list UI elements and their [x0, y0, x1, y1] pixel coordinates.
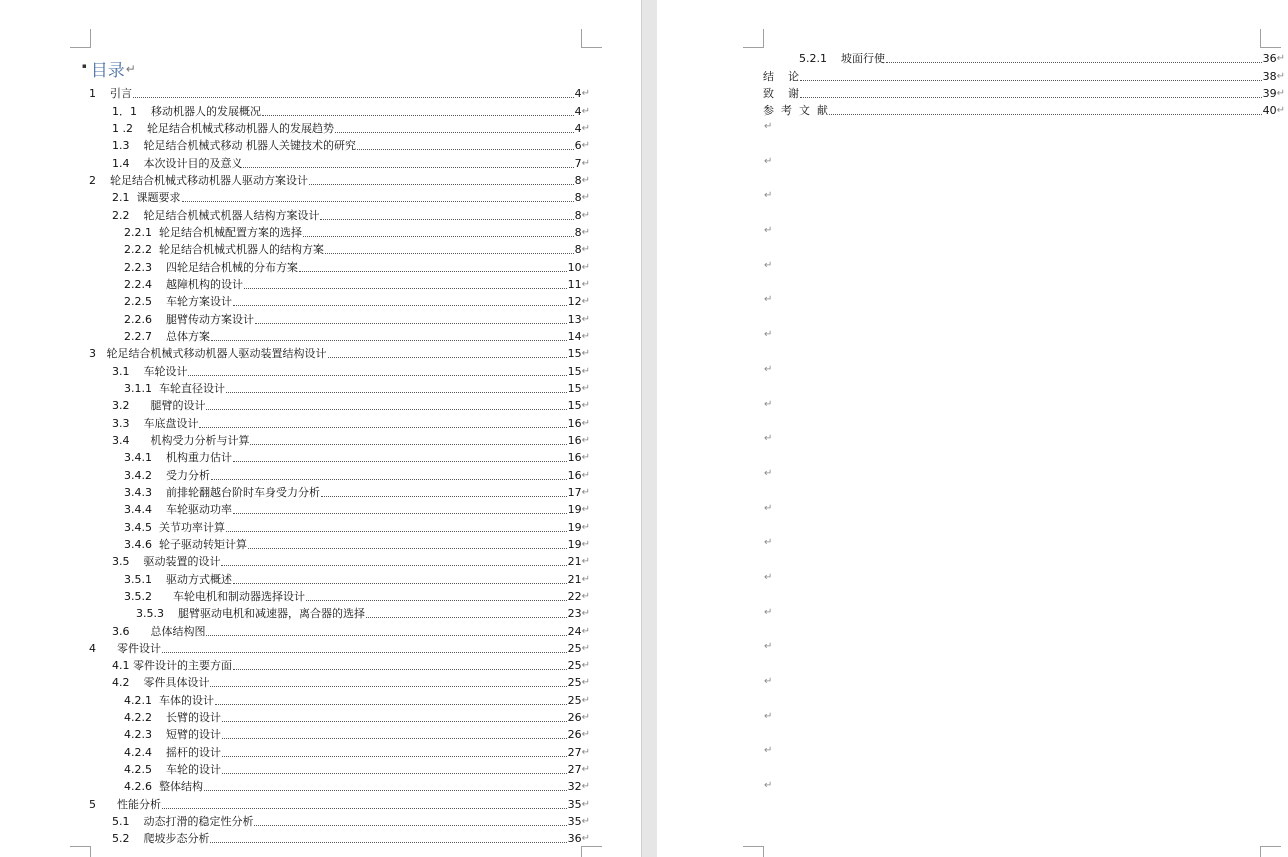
paragraph-mark-icon: ↵	[581, 88, 590, 100]
toc-entry[interactable]	[0, 656, 590, 673]
toc-entry-page-number: 8	[574, 243, 582, 257]
toc-entry-page-number: 8	[574, 225, 582, 239]
toc-entry-title: 3.3 车底盘设计	[112, 416, 199, 430]
paragraph-mark-icon: ↵	[1276, 105, 1285, 117]
toc-entry[interactable]	[657, 84, 1285, 101]
toc-entry-page-number: 36	[567, 832, 582, 846]
toc-entry-title: 4.2.5 车轮的设计	[124, 763, 221, 777]
toc-entry[interactable]	[0, 500, 590, 517]
toc-entry-title: 5.1 动态打滑的稳定性分析	[112, 815, 254, 829]
toc-entry-page-number: 27	[567, 745, 582, 759]
heading-bullet-icon: ▪	[82, 61, 87, 70]
toc-entry-title: 4.2.4 摇杆的设计	[124, 745, 221, 759]
toc-entry-title: 3.1 车轮设计	[112, 364, 188, 378]
toc-entry[interactable]	[0, 794, 590, 811]
toc-entry-page-number: 4	[574, 121, 582, 135]
toc-entry-page-number: 25	[567, 693, 582, 707]
toc-entry[interactable]	[0, 777, 590, 794]
paragraph-mark-icon: ↵	[581, 608, 590, 620]
toc-entry[interactable]	[0, 413, 590, 430]
paragraph-mark-icon: ↵	[581, 244, 590, 256]
toc-entry[interactable]	[0, 171, 590, 188]
dot-leader	[357, 148, 574, 150]
crop-mark-top-left	[743, 29, 764, 48]
paragraph-mark-icon: ↵	[1276, 87, 1285, 99]
dot-leader	[248, 547, 567, 549]
dot-leader	[211, 478, 567, 480]
toc-entry-page-number: 7	[574, 156, 582, 170]
toc-entry-page-number: 15	[567, 381, 582, 395]
dot-leader	[254, 824, 566, 826]
dot-leader	[222, 755, 567, 757]
toc-entry-title: 3.4.5 关节功率计算	[124, 520, 225, 534]
paragraph-mark-icon: ↵	[581, 140, 590, 152]
toc-entry-page-number: 23	[567, 607, 582, 621]
toc-entry-page-number: 19	[567, 520, 582, 534]
dot-leader	[233, 668, 567, 670]
toc-entry-title: 3.4.4 车轮驱动功率	[124, 503, 232, 517]
paragraph-mark-icon: ↵	[581, 573, 590, 585]
paragraph-mark-icon: ↵	[581, 330, 590, 342]
toc-entry[interactable]	[0, 396, 590, 413]
toc-entry[interactable]	[0, 569, 590, 586]
paragraph-mark-icon: ↵	[581, 122, 590, 134]
toc-entry[interactable]	[657, 66, 1285, 83]
toc-entry-title: 4 零件设计	[89, 641, 161, 655]
toc-entry-title: 3.4.1 机构重力估计	[124, 451, 232, 465]
toc-entry[interactable]	[657, 101, 1285, 118]
toc-entry[interactable]	[0, 240, 590, 257]
dot-leader	[303, 235, 574, 237]
dot-leader	[309, 183, 574, 185]
toc-entry-title: 3.5.2 车轮电机和制动器选择设计	[124, 589, 305, 603]
paragraph-mark-icon: ↵	[581, 833, 590, 845]
toc-entry-title: 结 论	[763, 69, 799, 83]
toc-entry-title: 4.2.1 车体的设计	[124, 693, 214, 707]
paragraph-mark-icon: ↵	[581, 400, 590, 412]
crop-mark-bottom-left	[743, 846, 764, 857]
toc-entry[interactable]	[0, 327, 590, 344]
paragraph-mark-icon: ↵	[764, 676, 773, 687]
dot-leader	[800, 96, 1262, 98]
toc-entry-title: 3.6 总体结构图	[112, 624, 206, 638]
toc-entry-page-number: 26	[567, 711, 582, 725]
dot-leader	[215, 703, 567, 705]
toc-list-left	[0, 84, 641, 846]
toc-entry-page-number: 21	[567, 555, 582, 569]
paragraph-mark-icon: ↵	[581, 677, 590, 689]
toc-entry[interactable]	[0, 673, 590, 690]
toc-entry-title: 3.5.3 腿臂驱动电机和减速器，离合器的选择	[136, 607, 365, 621]
dot-leader	[233, 512, 567, 514]
toc-entry-title: 4.2.3 短臂的设计	[124, 728, 221, 742]
toc-entry[interactable]	[0, 344, 590, 361]
dot-leader	[199, 426, 566, 428]
toc-entry-page-number: 19	[567, 537, 582, 551]
toc-entry-page-number: 36	[1262, 52, 1277, 66]
toc-entry[interactable]	[0, 604, 590, 621]
toc-entry-title: 3.4 机构受力分析与计算	[112, 433, 250, 447]
paragraph-mark-icon: ↵	[581, 296, 590, 308]
toc-entry-title: 4.2.6 整体结构	[124, 780, 203, 794]
paragraph-mark-icon: ↵	[581, 105, 590, 117]
toc-entry-page-number: 15	[567, 364, 582, 378]
toc-entry-title: 1 .2 轮足结合机械式移动机器人的发展趋势	[112, 121, 334, 135]
toc-entry-page-number: 32	[567, 780, 582, 794]
paragraph-mark-icon: ↵	[581, 590, 590, 602]
toc-entry-title: 参 考 文 献	[763, 104, 828, 118]
document-page-right[interactable]	[657, 0, 1288, 857]
toc-entry[interactable]	[0, 760, 590, 777]
toc-entry-title: 2.2.5 车轮方案设计	[124, 295, 232, 309]
toc-entry-title: 2.2.3 四轮足结合机械的分布方案	[124, 260, 298, 274]
paragraph-mark-icon: ↵	[581, 434, 590, 446]
toc-entry[interactable]	[0, 483, 590, 500]
paragraph-mark-icon: ↵	[764, 294, 773, 306]
toc-entry-page-number: 8	[574, 208, 582, 222]
dot-leader	[262, 114, 574, 116]
toc-entry-title: 3.1.1 车轮直径设计	[124, 381, 225, 395]
toc-entry-page-number: 16	[567, 468, 582, 482]
toc-entry-title: 3.5.1 驱动方式概述	[124, 572, 232, 586]
dot-leader	[206, 634, 566, 636]
toc-entry-title: 1.4 本次设计目的及意义	[112, 156, 243, 170]
paragraph-mark-icon: ↵	[581, 209, 590, 221]
dot-leader	[206, 408, 566, 410]
toc-entry[interactable]	[0, 639, 590, 656]
toc-entry-page-number: 17	[567, 485, 582, 499]
toc-entry-page-number: 16	[567, 451, 582, 465]
paragraph-mark-icon: ↵	[581, 729, 590, 741]
toc-entry[interactable]	[0, 708, 590, 725]
toc-entry-page-number: 10	[567, 260, 582, 274]
toc-entry-page-number: 26	[567, 728, 582, 742]
toc-entry-page-number: 4	[574, 87, 582, 101]
toc-entry-title: 4.2 零件具体设计	[112, 676, 210, 690]
paragraph-mark-icon: ↵	[764, 537, 773, 549]
paragraph-mark-icon: ↵	[581, 712, 590, 724]
dot-leader	[243, 166, 573, 168]
toc-entry-title: 致 谢	[763, 86, 799, 100]
paragraph-mark-icon: ↵	[581, 313, 590, 325]
dot-leader	[306, 599, 567, 601]
paragraph-mark-icon: ↵	[581, 157, 590, 169]
toc-entry[interactable]	[0, 119, 590, 136]
document-page-left[interactable]	[0, 0, 641, 857]
toc-entry-title: 1 引言	[89, 87, 132, 101]
dot-leader	[233, 582, 567, 584]
paragraph-mark-icon: ↵	[764, 710, 773, 722]
paragraph-mark-icon: ↵	[581, 417, 590, 429]
dot-leader	[133, 96, 574, 98]
paragraph-mark-icon: ↵	[581, 261, 590, 273]
paragraph-mark-icon: ↵	[764, 259, 773, 271]
paragraph-mark-icon: ↵	[581, 816, 590, 828]
paragraph-mark-icon: ↵	[764, 225, 773, 237]
toc-entry-title: 2.2.7 总体方案	[124, 329, 210, 343]
crop-mark-top-right	[581, 29, 602, 48]
dot-leader	[222, 737, 567, 739]
toc-entry[interactable]	[657, 49, 1285, 66]
paragraph-mark-icon: ↵	[581, 278, 590, 290]
toc-entry-page-number: 15	[567, 399, 582, 413]
dot-leader	[211, 339, 567, 341]
dot-leader	[221, 564, 566, 566]
toc-entry-page-number: 39	[1262, 86, 1277, 100]
toc-entry[interactable]	[0, 309, 590, 326]
toc-heading[interactable]	[82, 56, 136, 81]
paragraph-mark-icon: ↵	[581, 504, 590, 516]
toc-entry-title: 4.1 零件设计的主要方面	[112, 659, 232, 673]
dot-leader	[182, 200, 574, 202]
paragraph-mark-icon: ↵	[581, 521, 590, 533]
paragraph-mark-icon: ↵	[581, 625, 590, 637]
empty-paragraphs	[764, 120, 772, 814]
paragraph-mark-icon: ↵	[125, 61, 136, 76]
paragraph-mark-icon: ↵	[1276, 53, 1285, 65]
toc-entry[interactable]	[0, 725, 590, 742]
toc-list-right	[657, 49, 1288, 118]
toc-entry[interactable]	[0, 292, 590, 309]
toc-entry-title: 5.2 爬坡步态分析	[112, 832, 210, 846]
dot-leader	[162, 651, 567, 653]
dot-leader	[210, 685, 566, 687]
toc-entry[interactable]	[0, 431, 590, 448]
dot-leader	[188, 374, 566, 376]
toc-entry-page-number: 6	[574, 139, 582, 153]
dot-leader	[250, 443, 566, 445]
paragraph-mark-icon: ↵	[764, 502, 773, 514]
toc-entry[interactable]	[0, 742, 590, 759]
paragraph-mark-icon: ↵	[581, 365, 590, 377]
dot-leader	[226, 391, 567, 393]
dot-leader	[210, 841, 566, 843]
toc-entry[interactable]	[0, 223, 590, 240]
toc-entry[interactable]	[0, 101, 590, 118]
dot-leader	[321, 495, 567, 497]
toc-entry[interactable]	[0, 535, 590, 552]
paragraph-mark-icon: ↵	[581, 174, 590, 186]
toc-entry[interactable]	[0, 361, 590, 378]
toc-entry-title: 3.5 驱动装置的设计	[112, 555, 221, 569]
dot-leader	[222, 772, 567, 774]
toc-entry[interactable]	[0, 812, 590, 829]
dot-leader	[162, 807, 567, 809]
dot-leader	[320, 218, 573, 220]
paragraph-mark-icon: ↵	[581, 382, 590, 394]
dot-leader	[328, 356, 567, 358]
toc-entry-title: 4.2.2 长臂的设计	[124, 711, 221, 725]
toc-entry-page-number: 13	[567, 312, 582, 326]
paragraph-mark-icon: ↵	[764, 571, 773, 583]
paragraph-mark-icon: ↵	[764, 641, 773, 653]
paragraph-mark-icon: ↵	[764, 190, 773, 202]
toc-entry-title: 1.3 轮足结合机械式移动 机器人关键技术的研究	[112, 139, 356, 153]
toc-entry-page-number: 21	[567, 572, 582, 586]
toc-entry-page-number: 14	[567, 329, 582, 343]
toc-entry-page-number: 25	[567, 641, 582, 655]
paragraph-mark-icon: ↵	[764, 467, 773, 479]
paragraph-mark-icon: ↵	[764, 398, 773, 410]
paragraph-mark-icon: ↵	[581, 781, 590, 793]
toc-entry[interactable]	[0, 188, 590, 205]
paragraph-mark-icon: ↵	[764, 606, 773, 618]
toc-entry-page-number: 8	[574, 191, 582, 205]
toc-entry-page-number: 15	[567, 347, 582, 361]
paragraph-mark-icon: ↵	[581, 642, 590, 654]
toc-entry-title: 2.1 课题要求	[112, 191, 181, 205]
paragraph-mark-icon: ↵	[581, 469, 590, 481]
toc-entry[interactable]	[0, 257, 590, 274]
toc-entry-page-number: 38	[1262, 69, 1277, 83]
toc-entry-page-number: 40	[1262, 104, 1277, 118]
paragraph-mark-icon: ↵	[581, 538, 590, 550]
paragraph-mark-icon: ↵	[581, 746, 590, 758]
toc-entry-title: 3.2 腿臂的设计	[112, 399, 206, 413]
toc-entry-page-number: 35	[567, 815, 582, 829]
toc-entry-page-number: 25	[567, 676, 582, 690]
paragraph-mark-icon: ↵	[764, 121, 773, 132]
toc-entry[interactable]	[0, 275, 590, 292]
page-gutter	[641, 0, 642, 857]
toc-entry-page-number: 25	[567, 659, 582, 673]
dot-leader	[335, 131, 574, 133]
paragraph-mark-icon: ↵	[764, 745, 773, 757]
toc-entry-title: 3.4.2 受力分析	[124, 468, 210, 482]
toc-entry-page-number: 16	[567, 433, 582, 447]
crop-mark-bottom-left	[70, 846, 91, 857]
toc-entry-page-number: 4	[574, 104, 582, 118]
toc-entry-page-number: 22	[567, 589, 582, 603]
dot-leader	[325, 252, 574, 254]
dot-leader	[226, 530, 567, 532]
toc-entry[interactable]	[0, 517, 590, 534]
toc-entry-title: 1．1 移动机器人的发展概况	[112, 104, 261, 118]
crop-mark-bottom-right	[581, 846, 602, 857]
toc-entry[interactable]	[0, 829, 590, 846]
paragraph-mark-icon: ↵	[581, 192, 590, 204]
toc-entry-title: 2.2.6 腿臂传动方案设计	[124, 312, 254, 326]
crop-mark-bottom-right	[1260, 846, 1281, 857]
dot-leader	[829, 113, 1262, 115]
toc-entry-title: 2.2.2 轮足结合机械式机器人的结构方案	[124, 243, 324, 257]
paragraph-mark-icon: ↵	[764, 433, 773, 445]
toc-entry[interactable]	[0, 621, 590, 638]
dot-leader	[244, 287, 567, 289]
paragraph-mark-icon: ↵	[581, 348, 590, 360]
paragraph-mark-icon: ↵	[581, 226, 590, 238]
toc-entry-page-number: 8	[574, 173, 582, 187]
toc-entry[interactable]	[0, 690, 590, 707]
toc-entry-title: 3.4.3 前排轮翻越台阶时车身受力分析	[124, 485, 320, 499]
toc-entry[interactable]	[0, 136, 590, 153]
toc-entry[interactable]	[0, 379, 590, 396]
toc-entry[interactable]	[0, 153, 590, 170]
paragraph-mark-icon: ↵	[764, 780, 773, 792]
toc-entry-title: 3 轮足结合机械式移动机器人驱动装置结构设计	[89, 347, 327, 361]
toc-entry-title: 5.2.1 坡面行使	[799, 52, 885, 66]
dot-leader	[233, 460, 567, 462]
dot-leader	[800, 79, 1262, 81]
paragraph-mark-icon: ↵	[581, 486, 590, 498]
paragraph-mark-icon: ↵	[581, 452, 590, 464]
toc-heading-text: 目录	[90, 61, 125, 81]
paragraph-mark-icon: ↵	[581, 556, 590, 568]
dot-leader	[299, 270, 567, 272]
paragraph-mark-icon: ↵	[581, 694, 590, 706]
toc-entry-title: 2.2.4 越障机构的设计	[124, 277, 243, 291]
paragraph-mark-icon: ↵	[581, 764, 590, 776]
dot-leader	[233, 304, 567, 306]
toc-entry-page-number: 11	[567, 277, 582, 291]
toc-entry-title: 3.4.6 轮子驱动转矩计算	[124, 537, 247, 551]
toc-entry[interactable]	[0, 552, 590, 569]
toc-entry-title: 5 性能分析	[89, 797, 161, 811]
toc-entry[interactable]	[0, 587, 590, 604]
toc-entry-title: 2.2.1 轮足结合机械配置方案的选择	[124, 225, 302, 239]
toc-entry[interactable]	[0, 465, 590, 482]
dot-leader	[222, 720, 567, 722]
crop-mark-top-right	[1260, 29, 1281, 48]
dot-leader	[255, 322, 567, 324]
toc-entry-page-number: 35	[567, 797, 582, 811]
paragraph-mark-icon: ↵	[764, 329, 773, 341]
toc-entry-page-number: 16	[567, 416, 582, 430]
toc-entry-page-number: 27	[567, 763, 582, 777]
paragraph-mark-icon: ↵	[581, 798, 590, 810]
dot-leader	[366, 616, 567, 618]
toc-entry-page-number: 19	[567, 503, 582, 517]
crop-mark-top-left	[70, 29, 91, 48]
dot-leader	[886, 61, 1262, 63]
toc-entry-title: 2.2 轮足结合机械式机器人结构方案设计	[112, 208, 320, 222]
toc-entry-page-number: 12	[567, 295, 582, 309]
paragraph-mark-icon: ↵	[764, 155, 773, 167]
toc-entry[interactable]	[0, 448, 590, 465]
paragraph-mark-icon: ↵	[764, 363, 773, 375]
toc-entry[interactable]	[0, 205, 590, 222]
paragraph-mark-icon: ↵	[581, 660, 590, 672]
toc-entry[interactable]	[0, 84, 590, 101]
toc-entry-page-number: 24	[567, 624, 582, 638]
paragraph-mark-icon: ↵	[1276, 70, 1285, 82]
dot-leader	[204, 789, 567, 791]
toc-entry-title: 2 轮足结合机械式移动机器人驱动方案设计	[89, 173, 308, 187]
